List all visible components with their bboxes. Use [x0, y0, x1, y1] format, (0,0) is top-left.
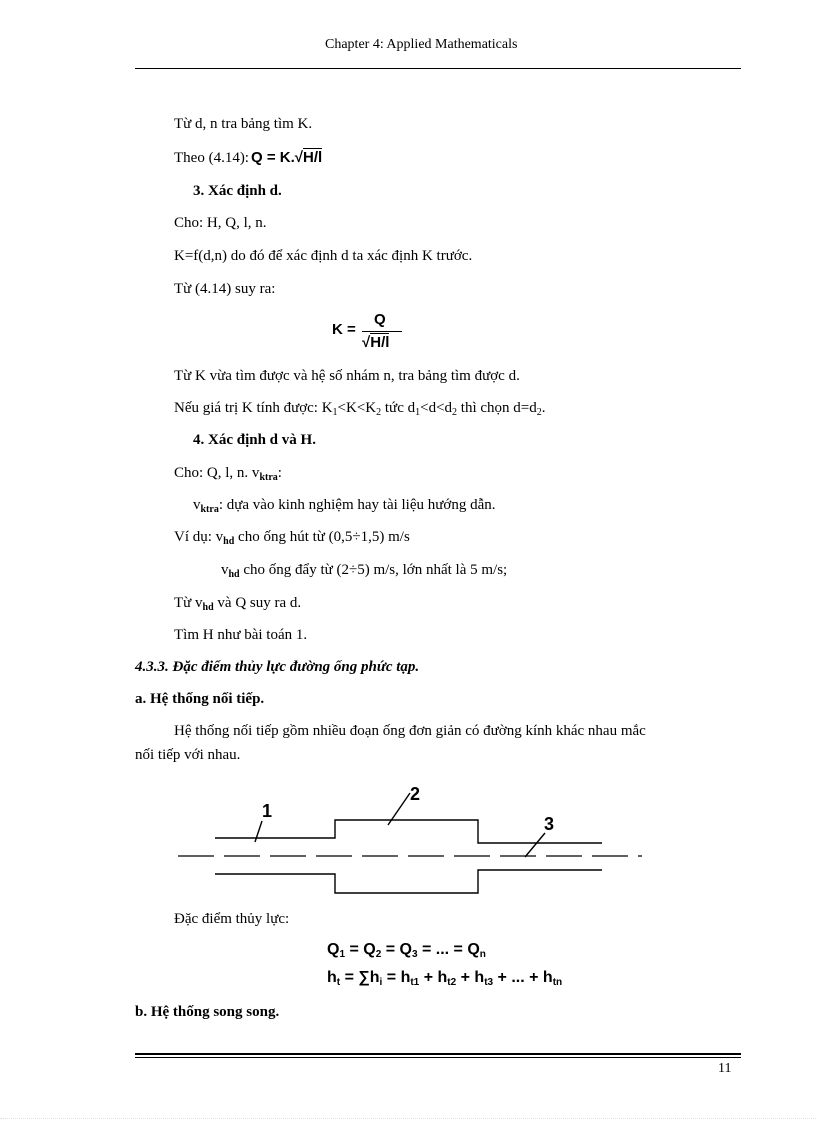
text: + h [460, 969, 485, 986]
subscript: ktra [259, 472, 278, 483]
text: cho ống hút từ (0,5÷1,5) m/s [234, 529, 410, 545]
footer-rule-top [135, 1053, 741, 1055]
subsection-heading: b. Hệ thống song song. [135, 1004, 280, 1020]
subscript: 2 [376, 407, 382, 418]
paragraph: Hệ thống nối tiếp gồm nhiều đoạn ống đơn giản có đường kính khác nhau mắc [174, 723, 646, 739]
text: = ∑h [344, 969, 380, 986]
subscript: n [479, 949, 486, 960]
paragraph [174, 400, 545, 418]
leader-line-3 [525, 833, 545, 857]
paragraph: nối tiếp với nhau. [135, 747, 241, 763]
subsection-heading: a. Hệ thống nối tiếp. [135, 691, 265, 707]
header-rule [135, 68, 741, 69]
paragraph [221, 562, 507, 580]
subscript: hd [202, 602, 214, 613]
subscript: i [379, 977, 383, 988]
sqrt-symbol: √ [362, 334, 371, 351]
fraction-bar [362, 331, 402, 332]
paragraph: Tìm H như bài toán 1. [174, 627, 308, 643]
subscript: 1 [415, 407, 421, 418]
text: và Q suy ra d. [213, 595, 302, 611]
sqrt-content: H/l [302, 149, 323, 166]
sqrt-symbol: √ [294, 149, 303, 166]
formula: Q = K. [250, 149, 295, 166]
text: : dựa vào kinh nghiệm hay tài liệu hướng dẫn. [218, 497, 496, 513]
page-header-title: Chapter 4: Applied Mathematicals [325, 37, 518, 52]
text: = ... = Q [421, 941, 480, 958]
diagram-label-2: 2 [410, 784, 421, 804]
paragraph: Từ (4.14) suy ra: [174, 281, 276, 297]
paragraph [174, 595, 301, 613]
text: = Q [385, 941, 412, 958]
paragraph [174, 149, 322, 167]
subscript: t3 [484, 977, 494, 988]
subscript: 3 [411, 949, 418, 960]
section-heading: 3. Xác định d. [193, 183, 282, 199]
series-pipe-diagram [170, 775, 650, 900]
paragraph: Từ d, n tra bảng tìm K. [174, 116, 313, 132]
text: = Q [349, 941, 376, 958]
text: tức d [381, 400, 416, 416]
subscript: t1 [410, 977, 420, 988]
subscript: hd [223, 536, 235, 547]
paragraph: Đặc điểm thủy lực: [174, 911, 290, 927]
text: thì chọn d=d [457, 400, 537, 416]
text: Ví dụ: v [174, 529, 224, 545]
paragraph: K=f(d,n) do đó để xác định d ta xác định K trước. [174, 248, 473, 264]
text: <K<K [337, 400, 377, 416]
text: + h [423, 969, 448, 986]
paragraph [174, 465, 282, 483]
subscript: ktra [200, 504, 219, 515]
section-heading: 4. Xác định d và H. [193, 432, 316, 448]
text: cho ống đẩy từ (2÷5) m/s, lớn nhất là 5 m/s; [239, 562, 508, 578]
subscript: t [336, 977, 341, 988]
footer-rule-bottom [135, 1057, 741, 1058]
equation-flow-continuity [327, 941, 486, 960]
equation-head-loss [327, 969, 562, 988]
page-edge-dots [0, 1118, 816, 1119]
subscript: 1 [339, 949, 346, 960]
subsection-heading: 4.3.3. Đặc điểm thủy lực đường ống phức tạp. [135, 659, 420, 675]
paragraph: Từ K vừa tìm được và hệ số nhám n, tra bảng tìm được d. [174, 368, 520, 384]
text: v [193, 497, 201, 513]
text: Cho: Q, l, n. v [174, 465, 260, 481]
diagram-label-1: 1 [262, 801, 273, 821]
text: = h [386, 969, 411, 986]
subscript: 1 [332, 407, 338, 418]
text: h [327, 969, 337, 986]
paragraph [193, 497, 495, 515]
diagram-label-3: 3 [544, 814, 555, 834]
text: : [277, 465, 282, 481]
text: Từ v [174, 595, 203, 611]
subscript: t2 [447, 977, 457, 988]
leader-line-1 [255, 821, 262, 842]
subscript: 2 [375, 949, 382, 960]
subscript: hd [228, 569, 240, 580]
text: Nếu giá trị K tính được: K [174, 400, 333, 416]
equation-denominator [362, 334, 389, 351]
equation-lhs: K = [332, 321, 356, 338]
text: . [541, 400, 546, 416]
page-number: 11 [718, 1061, 732, 1076]
sqrt-content: H/l [370, 334, 390, 351]
text: + ... + h [497, 969, 553, 986]
text: Q [327, 941, 340, 958]
text: v [221, 562, 229, 578]
text: Theo (4.14): [174, 150, 249, 166]
pipe-bottom-outline [215, 870, 602, 893]
subscript: tn [552, 977, 563, 988]
paragraph: Cho: H, Q, l, n. [174, 215, 267, 231]
subscript: 2 [536, 407, 542, 418]
paragraph [174, 529, 410, 547]
subscript: 2 [452, 407, 458, 418]
equation-numerator: Q [374, 311, 386, 328]
text: <d<d [420, 400, 453, 416]
